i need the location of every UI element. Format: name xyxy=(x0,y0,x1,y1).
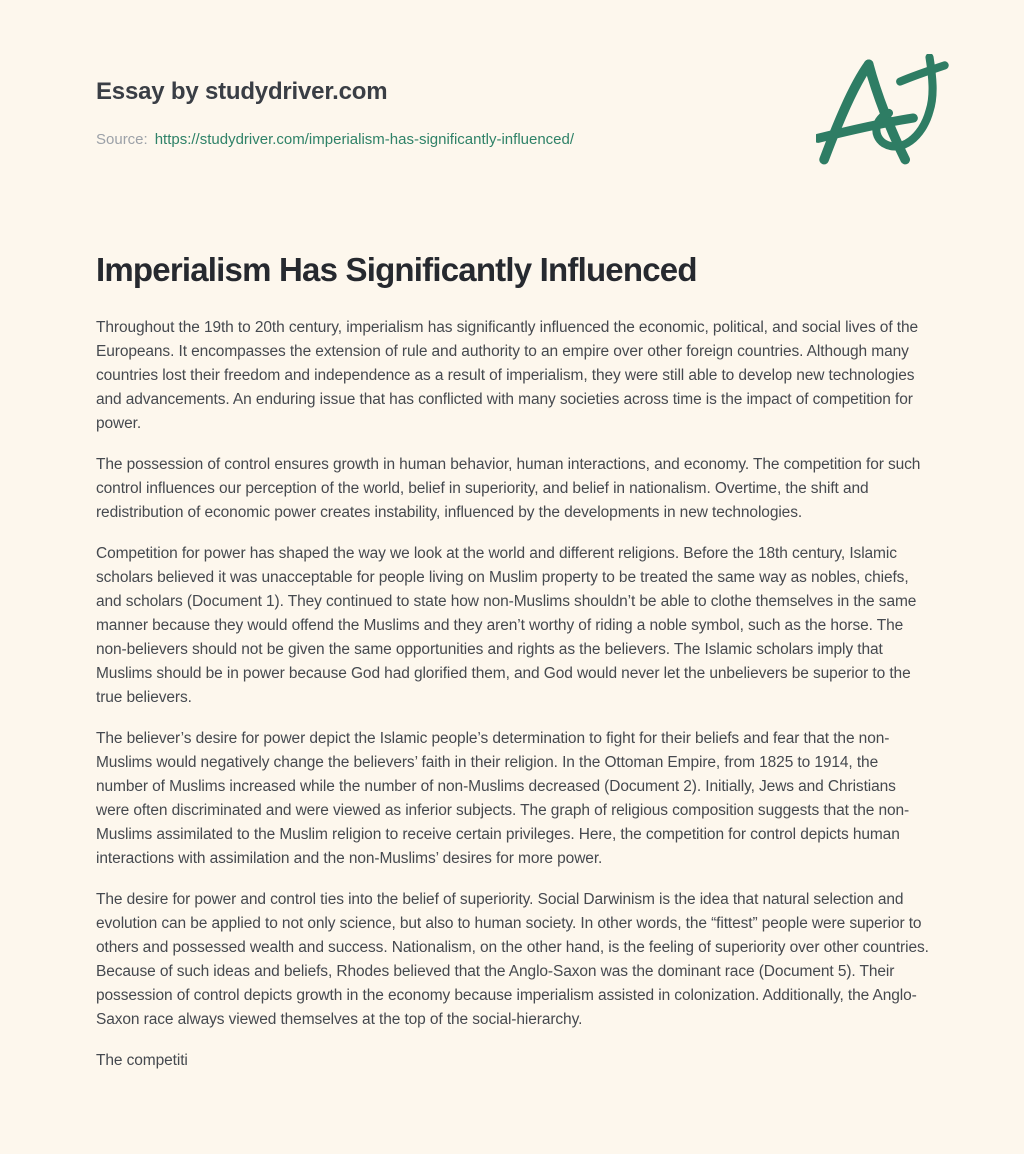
byline: Essay by studydriver.com xyxy=(96,78,388,105)
essay-paragraph-6-truncated: The competiti xyxy=(96,1052,188,1069)
essay-paragraph-2: The possession of control ensures growth in human behavior, human interactions, and economy. The competition for such control influences our perception of the world, belief in superiority, and belief in nationalism. Overtime, the shift and redistribution of economic power creates instability, influenced by the developments in new technologies. xyxy=(96,456,921,521)
essay-paragraph-1: Throughout the 19th to 20th century, imperialism has significantly influenced the economic, political, and social lives of the Europeans. It encompasses the extension of rule and authority to an empire over other foreign countries. Although many countries lost their freedom and independence as a result of imperialism, they were still able to develop new technologies and advancements. An enduring issue that has conflicted with many societies across time is the impact of competition for power. xyxy=(96,319,918,432)
essay-paragraph-4: The believer’s desire for power depict the Islamic people’s determination to fight for their beliefs and fear that the non-Muslims would negatively change the believers’ faith in their religion. In the Ottoman Empire, from 1825 to 1914, the number of Muslims increased while the number of non-Muslims decreased (Document 2). Initially, Jews and Christians were often discriminated and were viewed as inferior subjects. The graph of religious composition suggests that the non-Muslims assimilated to the Muslim religion to receive certain privileges. Here, the competition for control depicts human interactions with assimilation and the non-Muslims’ desires for more power. xyxy=(96,730,910,867)
header xyxy=(0,0,1024,150)
source-link[interactable]: https://studydriver.com/imperialism-has-significantly-influenced/ xyxy=(154,131,575,148)
studydriver-a-plus-logo-icon xyxy=(816,54,966,174)
source-label: Source: xyxy=(96,131,148,148)
page-title: Imperialism Has Significantly Influenced xyxy=(96,251,697,288)
essay-paragraph-3: Competition for power has shaped the way we look at the world and different religions. Before the 18th century, Islamic scholars believed it was unacceptable for people living on Muslim property to be treated the same way as nobles, chiefs, and scholars (Document 1). They continued to state how non-Muslims shouldn’t be able to clothe themselves in the same manner because they would offend the Muslims and they aren’t worthy of riding a noble symbol, such as the horse. The non-believers should not be given the same opportunities and rights as the believers. The Islamic scholars imply that Muslims should be in power because God had glorified them, and God would never let the unbelievers be superior to the true believers. xyxy=(96,545,917,706)
essay-paragraph-5: The desire for power and control ties into the belief of superiority. Social Darwinism is the idea that natural selection and evolution can be applied to not only science, but also to human society. In other words, the “fittest” people were superior to others and possessed wealth and success. Nationalism, on the other hand, is the feeling of superiority over other countries. Because of such ideas and beliefs, Rhodes believed that the Anglo-Saxon was the dominant race (Document 5). Their possession of control depicts growth in the economy because imperialism assisted in colonization. Additionally, the Anglo-Saxon race always viewed themselves at the top of the social-hierarchy. xyxy=(96,891,929,1028)
essay-body xyxy=(0,250,1024,1073)
